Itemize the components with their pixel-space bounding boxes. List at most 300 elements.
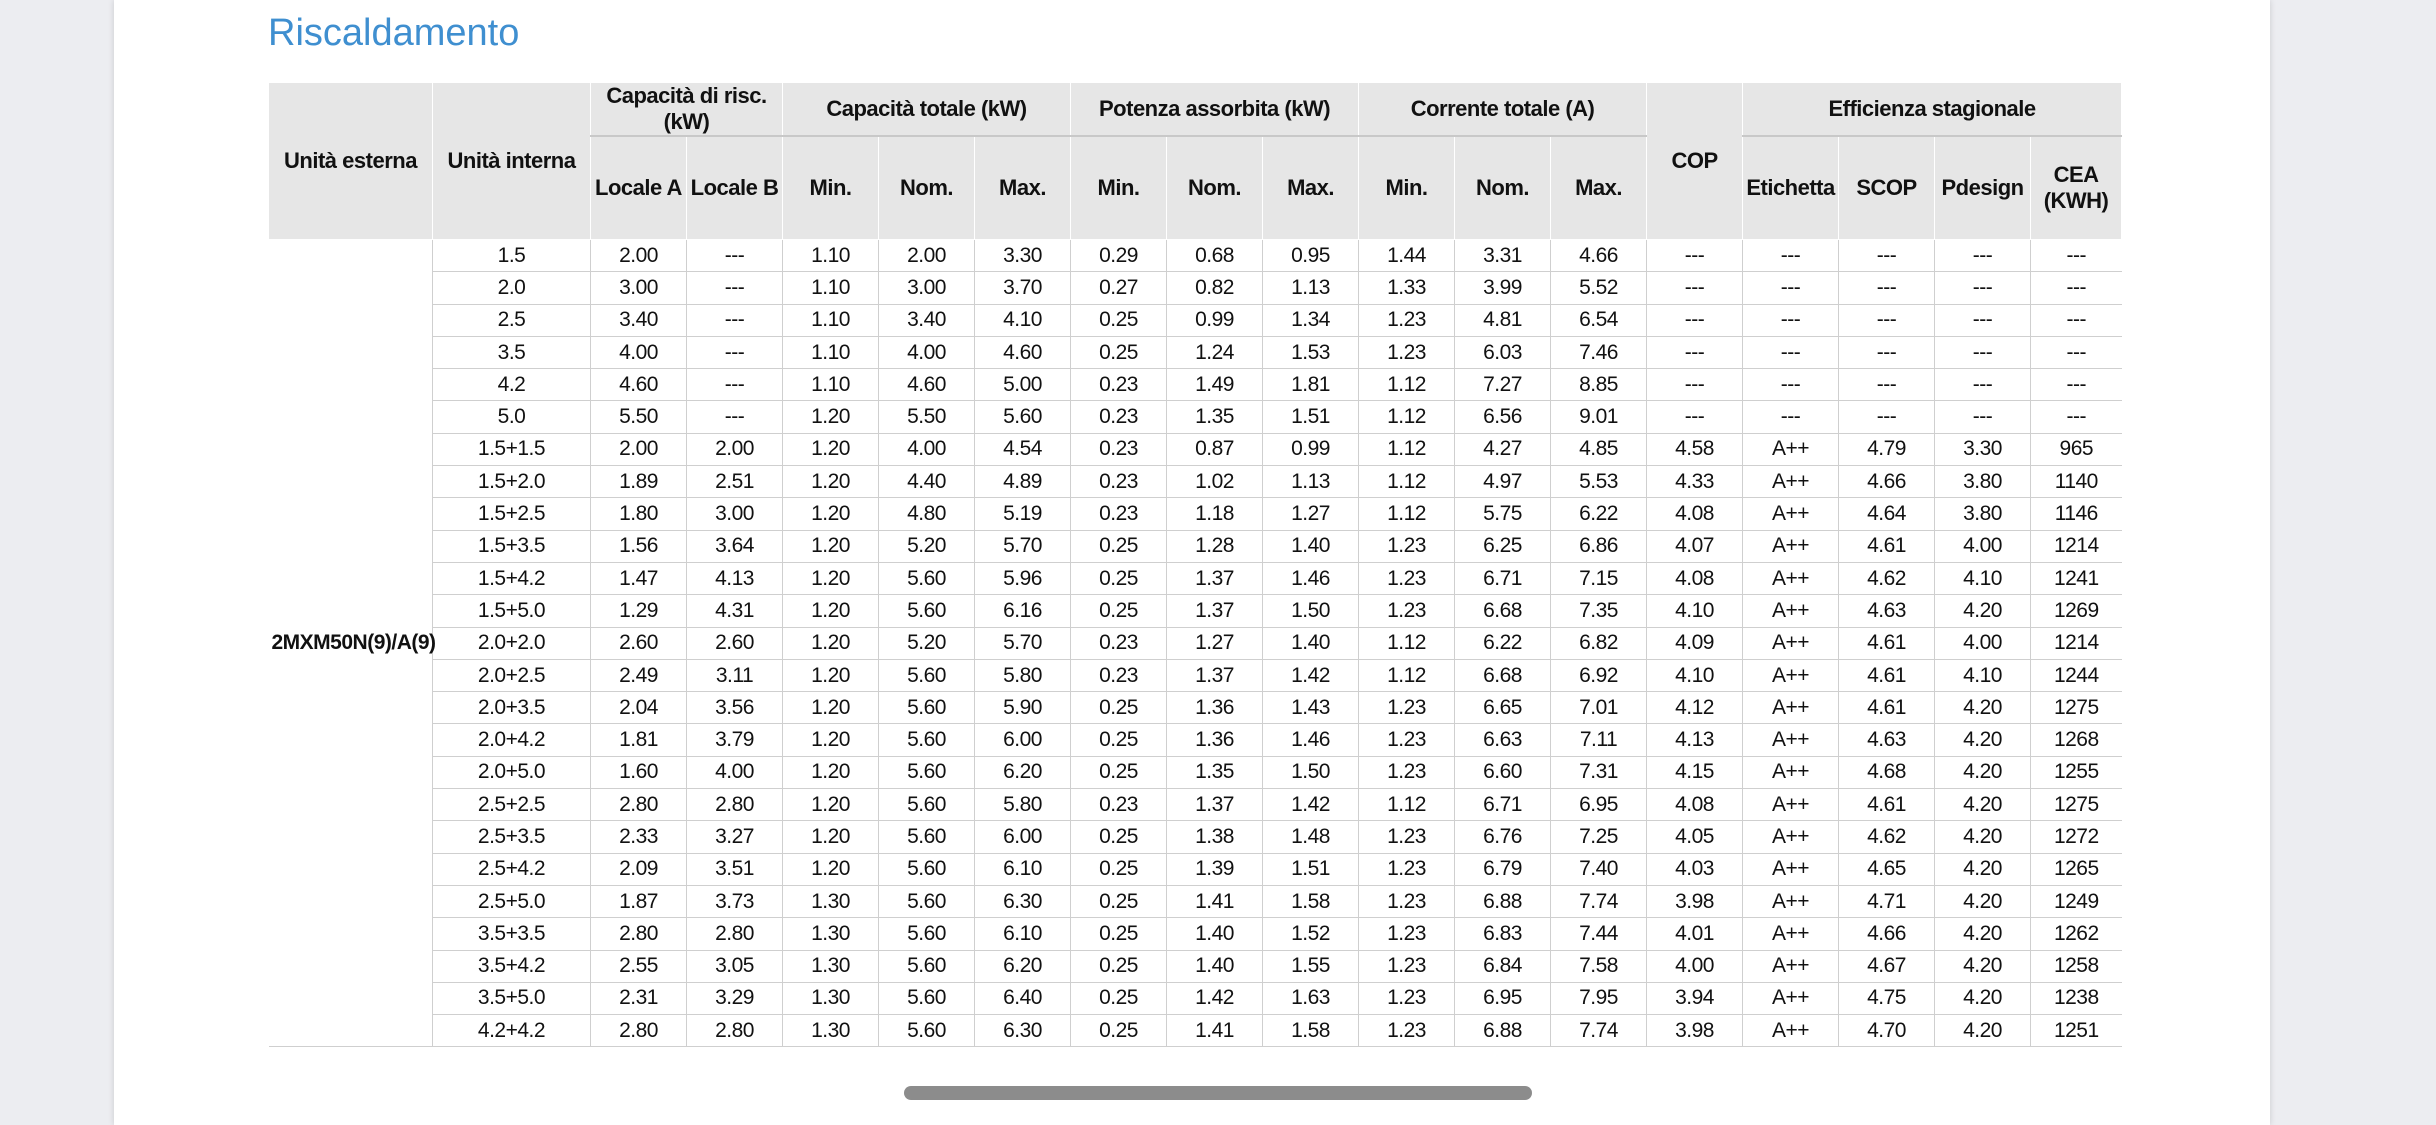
table-cell: 7.31 <box>1551 756 1647 788</box>
table-cell: 1.10 <box>783 240 879 272</box>
table-cell: 4.00 <box>1647 950 1743 982</box>
table-cell: 1.20 <box>783 530 879 562</box>
table-cell: 0.25 <box>1071 885 1167 917</box>
table-cell: 1.56 <box>591 530 687 562</box>
table-cell: 1.20 <box>783 562 879 594</box>
table-cell: 0.23 <box>1071 466 1167 498</box>
table-cell: --- <box>2031 240 2122 272</box>
table-cell: 5.60 <box>879 1015 975 1047</box>
table-cell: 1.44 <box>1359 240 1455 272</box>
table-cell: 4.33 <box>1647 466 1743 498</box>
table-cell: 6.03 <box>1455 336 1551 368</box>
table-cell: 1.51 <box>1263 401 1359 433</box>
table-cell: A++ <box>1743 756 1839 788</box>
indoor-unit-cell: 2.0 <box>433 272 591 304</box>
table-cell: --- <box>687 240 783 272</box>
table-cell: 1.23 <box>1359 724 1455 756</box>
table-cell: 2.33 <box>591 821 687 853</box>
table-cell: 1.53 <box>1263 336 1359 368</box>
table-cell: 1258 <box>2031 950 2122 982</box>
table-cell: --- <box>687 336 783 368</box>
table-cell: 1.02 <box>1167 466 1263 498</box>
indoor-unit-cell: 4.2 <box>433 369 591 401</box>
table-cell: 1.30 <box>783 885 879 917</box>
table-cell: 1.30 <box>783 1015 879 1047</box>
table-cell: 1.58 <box>1263 1015 1359 1047</box>
table-cell: 1275 <box>2031 789 2122 821</box>
table-cell: 1.23 <box>1359 853 1455 885</box>
table-cell: 5.19 <box>975 498 1071 530</box>
table-cell: 0.23 <box>1071 659 1167 691</box>
table-cell: 1.52 <box>1263 918 1359 950</box>
table-cell: 4.05 <box>1647 821 1743 853</box>
header-seasonal-efficiency: Efficienza stagionale <box>1743 83 2122 137</box>
table-cell: 1244 <box>2031 659 2122 691</box>
table-cell: 0.25 <box>1071 982 1167 1014</box>
table-cell: 1275 <box>2031 692 2122 724</box>
indoor-unit-cell: 1.5+1.5 <box>433 433 591 465</box>
table-cell: 1.38 <box>1167 821 1263 853</box>
table-cell: 3.30 <box>975 240 1071 272</box>
table-cell: 0.23 <box>1071 401 1167 433</box>
table-cell: --- <box>1935 272 2031 304</box>
table-cell: 1.20 <box>783 821 879 853</box>
table-cell: A++ <box>1743 950 1839 982</box>
table-cell: 5.60 <box>879 853 975 885</box>
table-cell: A++ <box>1743 853 1839 885</box>
table-cell: 6.68 <box>1455 659 1551 691</box>
table-cell: 1.13 <box>1263 466 1359 498</box>
table-cell: 6.95 <box>1455 982 1551 1014</box>
table-cell: 1.10 <box>783 369 879 401</box>
table-cell: 4.65 <box>1839 853 1935 885</box>
table-cell: 1.28 <box>1167 530 1263 562</box>
table-cell: 1.18 <box>1167 498 1263 530</box>
table-row <box>269 821 2122 853</box>
table-cell: 4.10 <box>1647 595 1743 627</box>
table-row <box>269 627 2122 659</box>
table-cell: 6.63 <box>1455 724 1551 756</box>
table-cell: 3.11 <box>687 659 783 691</box>
table-cell: 1.23 <box>1359 918 1455 950</box>
header-current-max: Max. <box>1551 136 1647 240</box>
table-cell: A++ <box>1743 692 1839 724</box>
table-cell: --- <box>1743 369 1839 401</box>
table-row <box>269 433 2122 465</box>
table-cell: 1.20 <box>783 595 879 627</box>
table-cell: --- <box>2031 401 2122 433</box>
table-cell: 1.50 <box>1263 756 1359 788</box>
table-cell: 6.76 <box>1455 821 1551 853</box>
table-cell: 5.60 <box>879 692 975 724</box>
table-cell: 0.99 <box>1167 304 1263 336</box>
table-cell: 1.20 <box>783 401 879 433</box>
outdoor-unit-cell: 2MXM50N(9)/A(9) <box>269 240 433 1047</box>
table-cell: 6.30 <box>975 1015 1071 1047</box>
table-cell: 1.41 <box>1167 1015 1263 1047</box>
table-cell: 4.66 <box>1551 240 1647 272</box>
table-cell: 5.60 <box>879 918 975 950</box>
table-cell: 1.55 <box>1263 950 1359 982</box>
table-cell: 4.60 <box>591 369 687 401</box>
table-cell: 4.80 <box>879 498 975 530</box>
table-cell: 1.12 <box>1359 498 1455 530</box>
header-current-nom: Nom. <box>1455 136 1551 240</box>
table-cell: 0.23 <box>1071 433 1167 465</box>
table-cell: 6.82 <box>1551 627 1647 659</box>
table-cell: 6.40 <box>975 982 1071 1014</box>
table-cell: 3.99 <box>1455 272 1551 304</box>
table-cell: 7.40 <box>1551 853 1647 885</box>
table-cell: 4.67 <box>1839 950 1935 982</box>
table-cell: 4.60 <box>879 369 975 401</box>
table-row <box>269 304 2122 336</box>
table-cell: 4.20 <box>1935 982 2031 1014</box>
table-cell: 6.65 <box>1455 692 1551 724</box>
table-cell: 4.20 <box>1935 885 2031 917</box>
table-cell: --- <box>2031 304 2122 336</box>
table-cell: 3.27 <box>687 821 783 853</box>
table-cell: 3.79 <box>687 724 783 756</box>
table-cell: 0.25 <box>1071 562 1167 594</box>
table-cell: 4.20 <box>1935 853 2031 885</box>
table-cell: 1.20 <box>783 853 879 885</box>
table-cell: 4.01 <box>1647 918 1743 950</box>
table-cell: 1.89 <box>591 466 687 498</box>
table-cell: --- <box>1839 369 1935 401</box>
indoor-unit-cell: 2.5 <box>433 304 591 336</box>
table-cell: 1.12 <box>1359 433 1455 465</box>
table-cell: 4.10 <box>975 304 1071 336</box>
table-cell: 1.10 <box>783 272 879 304</box>
table-cell: 1.40 <box>1263 627 1359 659</box>
header-label: Etichetta <box>1743 136 1839 240</box>
table-cell: 0.68 <box>1167 240 1263 272</box>
table-row <box>269 885 2122 917</box>
table-cell: 4.00 <box>879 336 975 368</box>
table-cell: 1.42 <box>1167 982 1263 1014</box>
table-cell: 0.27 <box>1071 272 1167 304</box>
table-row <box>269 336 2122 368</box>
table-cell: 1.33 <box>1359 272 1455 304</box>
table-row <box>269 982 2122 1014</box>
table-cell: --- <box>1743 304 1839 336</box>
indoor-unit-cell: 3.5+4.2 <box>433 950 591 982</box>
table-cell: 1.20 <box>783 498 879 530</box>
table-row <box>269 724 2122 756</box>
table-cell: 1251 <box>2031 1015 2122 1047</box>
table-cell: 4.00 <box>1935 627 2031 659</box>
table-cell: 5.53 <box>1551 466 1647 498</box>
indoor-unit-cell: 2.5+4.2 <box>433 853 591 885</box>
table-cell: 4.20 <box>1935 595 2031 627</box>
indoor-unit-cell: 1.5+4.2 <box>433 562 591 594</box>
table-cell: 5.75 <box>1455 498 1551 530</box>
table-cell: 4.10 <box>1647 659 1743 691</box>
table-cell: 1214 <box>2031 530 2122 562</box>
table-cell: --- <box>1839 272 1935 304</box>
table-cell: 1.12 <box>1359 466 1455 498</box>
table-cell: 0.25 <box>1071 724 1167 756</box>
table-cell: 5.60 <box>879 562 975 594</box>
table-cell: 4.61 <box>1839 627 1935 659</box>
heating-spec-table <box>268 82 2122 1047</box>
table-cell: 7.58 <box>1551 950 1647 982</box>
table-cell: 1268 <box>2031 724 2122 756</box>
table-cell: 1.35 <box>1167 401 1263 433</box>
table-cell: --- <box>1647 272 1743 304</box>
table-cell: A++ <box>1743 1015 1839 1047</box>
table-cell: 2.04 <box>591 692 687 724</box>
table-cell: 1.30 <box>783 950 879 982</box>
table-cell: 3.94 <box>1647 982 1743 1014</box>
table-cell: 1.23 <box>1359 595 1455 627</box>
table-cell: 1.48 <box>1263 821 1359 853</box>
header-indoor-unit: Unità interna <box>433 83 591 240</box>
table-cell: --- <box>1743 272 1839 304</box>
table-cell: 4.63 <box>1839 595 1935 627</box>
table-cell: 3.30 <box>1935 433 2031 465</box>
table-cell: 4.20 <box>1935 918 2031 950</box>
horizontal-scrollbar[interactable] <box>904 1086 1532 1100</box>
table-cell: 1.37 <box>1167 789 1263 821</box>
table-cell: 2.80 <box>687 1015 783 1047</box>
table-cell: 4.62 <box>1839 562 1935 594</box>
table-cell: 4.20 <box>1935 950 2031 982</box>
table-cell: 3.29 <box>687 982 783 1014</box>
indoor-unit-cell: 4.2+4.2 <box>433 1015 591 1047</box>
table-cell: 4.66 <box>1839 918 1935 950</box>
table-cell: 4.08 <box>1647 789 1743 821</box>
table-cell: 4.64 <box>1839 498 1935 530</box>
table-cell: 3.00 <box>687 498 783 530</box>
table-cell: --- <box>1839 336 1935 368</box>
table-cell: 5.60 <box>879 885 975 917</box>
table-cell: 0.25 <box>1071 530 1167 562</box>
indoor-unit-cell: 1.5+3.5 <box>433 530 591 562</box>
header-power-nom: Nom. <box>1167 136 1263 240</box>
table-cell: 2.80 <box>591 1015 687 1047</box>
table-cell: 1.50 <box>1263 595 1359 627</box>
table-cell: --- <box>1647 401 1743 433</box>
table-cell: 4.13 <box>687 562 783 594</box>
header-capacity-min: Min. <box>783 136 879 240</box>
table-cell: --- <box>1647 304 1743 336</box>
table-cell: 3.40 <box>879 304 975 336</box>
table-cell: 5.60 <box>975 401 1071 433</box>
table-cell: 7.25 <box>1551 821 1647 853</box>
table-cell: A++ <box>1743 885 1839 917</box>
table-cell: 3.56 <box>687 692 783 724</box>
header-capacity-nom: Nom. <box>879 136 975 240</box>
table-cell: 1.37 <box>1167 595 1263 627</box>
table-cell: 2.49 <box>591 659 687 691</box>
table-cell: 2.00 <box>879 240 975 272</box>
indoor-unit-cell: 1.5 <box>433 240 591 272</box>
table-cell: 5.60 <box>879 789 975 821</box>
table-cell: --- <box>687 369 783 401</box>
table-cell: 6.25 <box>1455 530 1551 562</box>
table-cell: 1.23 <box>1359 562 1455 594</box>
table-cell: 5.70 <box>975 627 1071 659</box>
table-cell: 1.43 <box>1263 692 1359 724</box>
table-cell: A++ <box>1743 918 1839 950</box>
table-cell: A++ <box>1743 530 1839 562</box>
table-cell: 1.20 <box>783 433 879 465</box>
table-cell: 4.61 <box>1839 530 1935 562</box>
table-cell: --- <box>687 304 783 336</box>
table-cell: 5.60 <box>879 724 975 756</box>
table-cell: A++ <box>1743 562 1839 594</box>
table-cell: 6.71 <box>1455 789 1551 821</box>
table-cell: --- <box>2031 369 2122 401</box>
table-cell: 0.25 <box>1071 304 1167 336</box>
table-cell: 3.73 <box>687 885 783 917</box>
table-cell: 7.11 <box>1551 724 1647 756</box>
table-cell: 5.90 <box>975 692 1071 724</box>
table-cell: 6.22 <box>1455 627 1551 659</box>
table-cell: 6.60 <box>1455 756 1551 788</box>
table-cell: 6.83 <box>1455 918 1551 950</box>
table-cell: 1.20 <box>783 692 879 724</box>
table-cell: 2.09 <box>591 853 687 885</box>
table-cell: 0.87 <box>1167 433 1263 465</box>
table-cell: 6.88 <box>1455 1015 1551 1047</box>
header-power-min: Min. <box>1071 136 1167 240</box>
indoor-unit-cell: 2.0+2.5 <box>433 659 591 691</box>
table-cell: 1.20 <box>783 724 879 756</box>
section-title: Riscaldamento <box>268 12 520 54</box>
table-cell: 3.98 <box>1647 885 1743 917</box>
table-cell: 1.30 <box>783 982 879 1014</box>
table-cell: 2.51 <box>687 466 783 498</box>
table-cell: 3.64 <box>687 530 783 562</box>
header-scop: SCOP <box>1839 136 1935 240</box>
table-cell: 1.23 <box>1359 304 1455 336</box>
table-cell: 6.20 <box>975 950 1071 982</box>
header-room-a: Locale A <box>591 136 687 240</box>
table-header <box>269 83 2122 240</box>
table-cell: 1.40 <box>1263 530 1359 562</box>
table-cell: --- <box>1743 336 1839 368</box>
table-cell: 1.36 <box>1167 692 1263 724</box>
header-pdesign: Pdesign <box>1935 136 2031 240</box>
table-cell: --- <box>1647 336 1743 368</box>
table-cell: 6.68 <box>1455 595 1551 627</box>
table-cell: 4.20 <box>1935 821 2031 853</box>
table-cell: 5.60 <box>879 659 975 691</box>
table-cell: 3.00 <box>879 272 975 304</box>
table-cell: 7.27 <box>1455 369 1551 401</box>
table-cell: --- <box>687 272 783 304</box>
table-cell: --- <box>1647 369 1743 401</box>
table-cell: 4.13 <box>1647 724 1743 756</box>
table-cell: 8.85 <box>1551 369 1647 401</box>
table-cell: 4.00 <box>591 336 687 368</box>
table-cell: 5.60 <box>879 950 975 982</box>
table-cell: 0.25 <box>1071 918 1167 950</box>
table-cell: 1.40 <box>1167 950 1263 982</box>
table-cell: 5.60 <box>879 982 975 1014</box>
table-cell: 5.60 <box>879 595 975 627</box>
table-cell: --- <box>1935 240 2031 272</box>
table-cell: 1.10 <box>783 336 879 368</box>
table-cell: 1.40 <box>1167 918 1263 950</box>
table-cell: 3.05 <box>687 950 783 982</box>
table-cell: 4.71 <box>1839 885 1935 917</box>
table-cell: 5.50 <box>879 401 975 433</box>
table-cell: --- <box>1743 401 1839 433</box>
table-cell: 4.20 <box>1935 756 2031 788</box>
table-cell: 2.00 <box>591 433 687 465</box>
table-cell: 1.12 <box>1359 369 1455 401</box>
table-cell: 1.23 <box>1359 1015 1455 1047</box>
table-cell: A++ <box>1743 982 1839 1014</box>
table-cell: 1214 <box>2031 627 2122 659</box>
table-cell: 4.75 <box>1839 982 1935 1014</box>
table-cell: 4.00 <box>879 433 975 465</box>
table-cell: --- <box>1839 304 1935 336</box>
table-row <box>269 530 2122 562</box>
table-cell: 1.23 <box>1359 950 1455 982</box>
table-row <box>269 240 2122 272</box>
header-outdoor-unit: Unità esterna <box>269 83 433 240</box>
table-cell: 2.55 <box>591 950 687 982</box>
table-cell: 5.20 <box>879 627 975 659</box>
table-cell: 6.86 <box>1551 530 1647 562</box>
header-heating-capacity: Capacità di risc. (kW) <box>591 83 783 137</box>
header-total-current: Corrente totale (A) <box>1359 83 1647 137</box>
table-cell: --- <box>1935 369 2031 401</box>
table-cell: 1.24 <box>1167 336 1263 368</box>
table-cell: A++ <box>1743 821 1839 853</box>
indoor-unit-cell: 5.0 <box>433 401 591 433</box>
table-cell: 4.70 <box>1839 1015 1935 1047</box>
table-cell: 4.81 <box>1455 304 1551 336</box>
table-cell: 6.16 <box>975 595 1071 627</box>
table-cell: 6.54 <box>1551 304 1647 336</box>
table-cell: 1.23 <box>1359 756 1455 788</box>
table-cell: 1.12 <box>1359 789 1455 821</box>
table-cell: 4.20 <box>1935 789 2031 821</box>
table-cell: 4.58 <box>1647 433 1743 465</box>
table-cell: 1.20 <box>783 659 879 691</box>
table-cell: 4.54 <box>975 433 1071 465</box>
table-row <box>269 950 2122 982</box>
table-cell: 1.29 <box>591 595 687 627</box>
table-cell: A++ <box>1743 498 1839 530</box>
table-cell: 2.60 <box>591 627 687 659</box>
table-cell: 4.31 <box>687 595 783 627</box>
table-cell: --- <box>687 401 783 433</box>
table-cell: 3.00 <box>591 272 687 304</box>
table-cell: 3.40 <box>591 304 687 336</box>
table-cell: --- <box>1935 401 2031 433</box>
table-cell: 4.03 <box>1647 853 1743 885</box>
table-cell: 1.20 <box>783 756 879 788</box>
table-cell: 3.31 <box>1455 240 1551 272</box>
table-cell: 6.71 <box>1455 562 1551 594</box>
table-cell: 2.80 <box>687 918 783 950</box>
table-cell: 7.46 <box>1551 336 1647 368</box>
table-cell: 1140 <box>2031 466 2122 498</box>
table-cell: 4.89 <box>975 466 1071 498</box>
table-cell: 1.42 <box>1263 659 1359 691</box>
table-cell: 1146 <box>2031 498 2122 530</box>
header-cop: COP <box>1647 83 1743 240</box>
table-cell: 1.39 <box>1167 853 1263 885</box>
table-cell: 0.99 <box>1263 433 1359 465</box>
